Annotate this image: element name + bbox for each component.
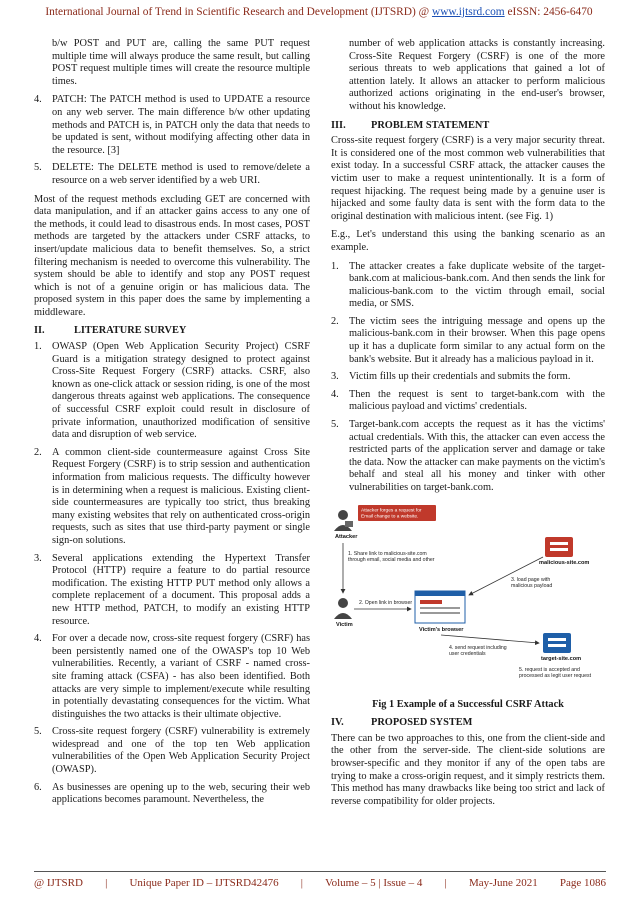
csrf-attack-figure	[331, 501, 605, 695]
left-column	[34, 38, 310, 813]
csrf-diagram	[331, 501, 605, 695]
footer-page: Page 1086	[559, 877, 606, 889]
target-site-label: target-site.com	[541, 655, 582, 662]
step5-line2: processed as legit user request	[519, 672, 592, 679]
step1-line2: through email, social media and other	[348, 556, 435, 563]
footer-date: May-June 2021	[468, 877, 538, 889]
list-item: 4. Then the request is sent to target-bank.com with the malicious payload and victims' credentials.	[331, 388, 605, 413]
list-item: 1. OWASP (Open Web Application Security Project) CSRF Guard is a mitigation strategy designed to protect against Cross-Site Request Forgery (CSRF) attacks. CSRF, also known as one-click attack or session riding, is one of the most dangerous threats against web applications. The consequence of successful CSRF exploit could result in disclosure of private information, unauthorized modification of sensitive data and disruption of web service.	[34, 341, 310, 441]
step3-line1: 3. load page with	[511, 576, 551, 583]
browser-window-icon	[415, 591, 465, 623]
footer-divider	[34, 871, 606, 872]
list-item: 3. Victim fills up their credentials and submits the form.	[331, 371, 571, 383]
figure-caption: Fig 1 Example of a Successful CSRF Attack	[372, 698, 564, 710]
section-heading-problem: III. PROBLEM STATEMENT	[331, 119, 490, 131]
section-heading-proposed: IV. PROPOSED SYSTEM	[331, 717, 473, 729]
list-item: 1. The attacker creates a fake duplicate website of the target-bank.com at malicious-bank.com. And then sends the link for malicious-bank.com to the victim through email, social media, or SMS.	[331, 260, 605, 310]
journal-name: International Journal of Trend in Scientific Research and Development (IJTSRD) @	[45, 6, 432, 18]
footer-journal: @ IJTSRD	[34, 877, 83, 889]
step4-line1: 4. send request including	[449, 644, 507, 651]
issn: eISSN: 2456-6470	[504, 6, 593, 18]
footer-paper-id: Unique Paper ID – IJTSRD42476	[129, 877, 279, 889]
attacker-icon	[334, 510, 353, 531]
section-heading-literature: II. LITERATURE SURVEY	[34, 325, 187, 337]
journal-url-link[interactable]: www.ijtsrd.com	[431, 6, 505, 18]
malicious-site-label: malicious-site.com	[539, 559, 590, 566]
paragraph: There can be two approaches to this, one from the client-side and the other from the server-side. The client-side solutions are browser-specific and they monitor if any of the open tabs are trying to make a cross-origin request, and it simply restricts them. This method has many drawbacks like being too strict and lack of reverse compatibility for older projects.	[331, 732, 605, 807]
attacker-note-line1: Attacker forges a request for	[361, 508, 422, 514]
malicious-server-icon	[545, 537, 573, 557]
step5-line1: 5. request is accepted and	[519, 666, 580, 673]
paragraph: E.g., Let's understand this using the banking scenario as an example.	[331, 229, 605, 253]
list-item: 4. For over a decade now, cross-site request forgery (CSRF) has been persistently named one of the OWASP's top 10 Web vulnerabilities. Recently, a variant of CSRF - named cross-site framing attack (CSFA) - has also been identified. Both attacks are very simple to implement/execute while resulting in potentially devastating consequences for the victim. What distinguishes the two attacks is their ultimate objective.	[34, 633, 310, 720]
http-methods-list	[34, 94, 310, 187]
step2-label: 2. Open link in browser	[359, 599, 413, 606]
step3-line2: malicious payload	[511, 582, 553, 589]
step1-line1: 1. Share link to malicious-site.com	[348, 550, 427, 557]
paragraph: Cross-site request forgery (CSRF) is a very major security threat. It is considered one of the most common web vulnerabilities that exist today. In a successful CSRF attack, the attacker causes the victim user to make a request unintentionally. It is a form of request hijacking. The request being made by a genuine user is hijacked and some faulty data is sent with the form data to the original destination with malicious intent. (see Fig. 1)	[331, 135, 605, 222]
attack-steps-list	[331, 261, 605, 495]
running-header	[0, 6, 638, 18]
attacker-label: Attacker	[335, 533, 358, 540]
list-item: 5. Cross-site request forgery (CSRF) vulnerability is extremely widespread and one of the top ten Web application vulnerabilities of the Open Web Application Security Project (OWASP).	[34, 726, 310, 776]
method-continued: b/w POST and PUT are, calling the same PUT request multiple time will always produce the same result, but calling POST request multiple times will create the resource multiple times.	[52, 38, 310, 87]
victims-browser-label: Victim's browser	[419, 626, 464, 633]
survey-continued: number of web application attacks is constantly increasing. Cross-Site Request Forgery (CSRF) is one of the more serious threats to web applications that gained a lot of attention lately. It allows an attacker to perform malicious authorized actions originating in the end-user's browser, without his knowledge.	[349, 38, 605, 112]
list-item: 2. A common client-side countermeasure against Cross Site Request Forgery (CSRF) is to strip session and authentication information from malicious requests. The difficulty however is in determining when a request is malicious. Existing client-side countermeasures are typically too strict, thus breaking many existing websites that rely on authenticated cross-origin requests, such as sites that use third-party payment or single sign-on solutions.	[34, 446, 310, 546]
paragraph: Most of the request methods excluding GET are concerned with data manipulation, and if an attacker gains access to any one of the methods, it could lead to disastrous ends. In most cases, POST methods are targeted by the attackers under CSRF attacks, to insert/update malicious data to benefit themselves. So, a strict filtering mechanism is needed to overcome this vulnerability. The system should be able to identify and stop any POST request which is not of a genuine origin or has malicious data. The proposed system in this paper does the same by implementing a middleware.	[34, 193, 310, 318]
victim-label: Victim	[336, 621, 353, 628]
target-server-icon	[543, 633, 571, 653]
attacker-note-line2: Email change to a website.	[361, 514, 419, 520]
list-item: 2. The victim sees the intriguing message and opens up the malicious-bank.com in their browser. When this page opens up it has a duplicate form similar to any actual form on the bank's website. But it already has a malicious payload in it.	[331, 315, 605, 365]
literature-survey-list	[34, 341, 310, 807]
running-footer: @ IJTSRD | Unique Paper ID – IJTSRD42476 | Volume – 5 | Issue – 4 | May-June 2021 Page 1086	[34, 877, 606, 889]
list-item: 6. As businesses are opening up to the web, securing their web applications becomes paramount. Nevertheless, the	[34, 781, 310, 806]
list-item: 4. PATCH: The PATCH method is used to UPDATE a resource on any web server. The main difference b/w other updating methods and PATCH is, in PATCH only the data that needs to be updated is sent, without modifying affecting other data in the resource. [3]	[34, 94, 310, 156]
step4-line2: user credentials	[449, 650, 486, 657]
list-item: 5. DELETE: The DELETE method is used to remove/delete a resource on a web server identified by a web URI.	[34, 162, 310, 186]
list-item: 5. Target-bank.com accepts the request as it has the victims' actual credentials. With this, the attacker can even access the restricted parts of the application server and damage or take the data. Now the attacker can make payments on the victim's behalf and steal all his money and tinker with other vulnerabilities on target-bank.com.	[331, 419, 605, 493]
footer-volume: Volume – 5 | Issue – 4	[325, 877, 423, 889]
list-item: 3. Several applications extending the Hypertext Transfer Protocol (HTTP) require a feature to do partial resource modification. The existing HTTP PUT method only allows a complete replacement of a document. This proposal adds a new HTTP method, PATCH, to modify an existing HTTP resource.	[34, 552, 310, 627]
victim-icon	[334, 598, 352, 619]
right-column	[331, 38, 605, 814]
